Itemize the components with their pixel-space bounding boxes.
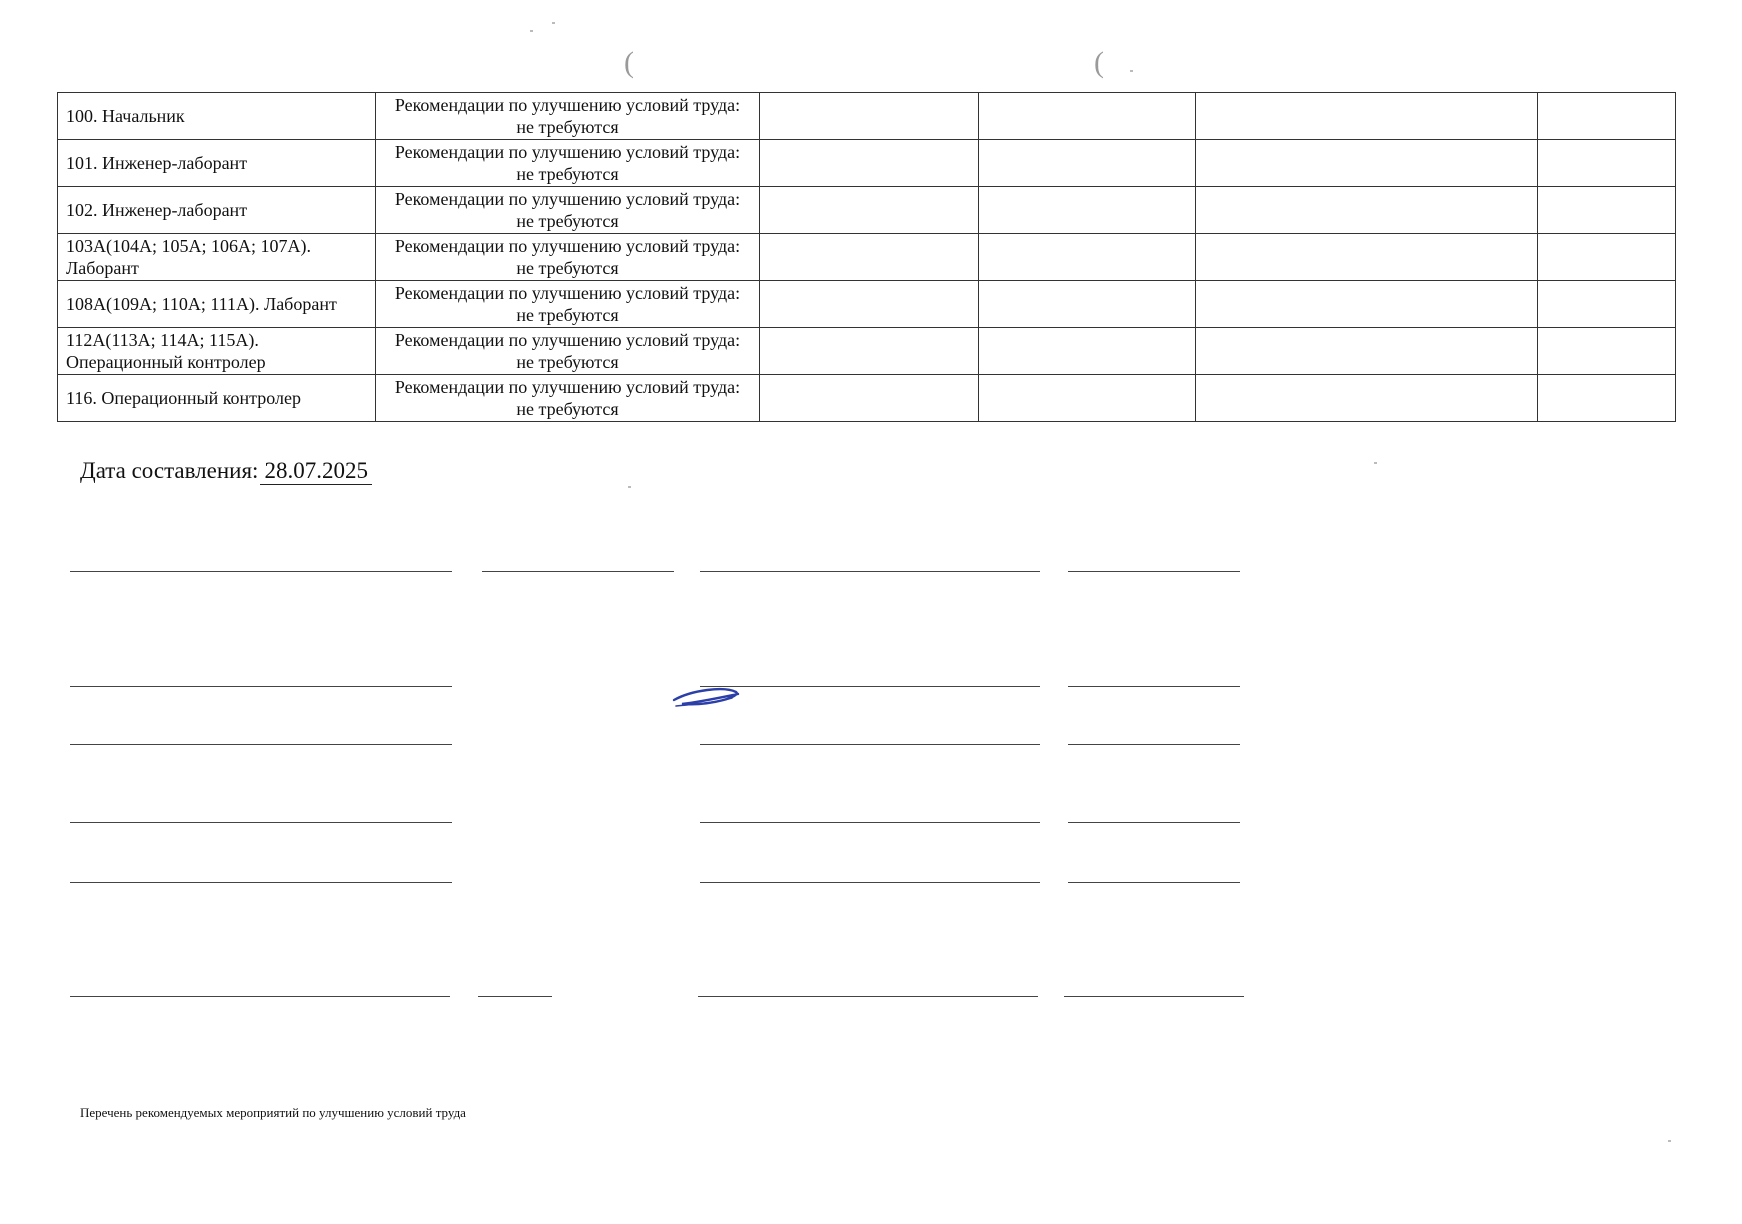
table-row — [58, 234, 1676, 281]
recommendation-cell: Рекомендации по улучшению условий труда: не требуются — [376, 375, 760, 422]
empty-cell — [979, 281, 1196, 328]
signature-line — [478, 996, 552, 997]
table-row — [58, 93, 1676, 140]
signature-line — [1068, 882, 1240, 883]
scan-artifact-right: ( — [1094, 46, 1104, 79]
handwritten-signature — [672, 684, 744, 712]
empty-cell — [1196, 140, 1538, 187]
empty-cell — [979, 93, 1196, 140]
empty-cell — [979, 328, 1196, 375]
signature-line — [1068, 571, 1240, 572]
position-cell: 108А(109А; 110А; 111А). Лаборант — [58, 281, 376, 328]
empty-cell — [1196, 281, 1538, 328]
compilation-date — [80, 458, 372, 485]
recommendations-table-body — [58, 93, 1676, 422]
compilation-date-value: 28.07.2025 — [260, 458, 372, 485]
signature-line — [700, 822, 1040, 823]
empty-cell — [760, 93, 979, 140]
position-cell: 102. Инженер-лаборант — [58, 187, 376, 234]
position-cell: 103А(104А; 105А; 106А; 107А). Лаборант — [58, 234, 376, 281]
scan-artifact-left: ( — [624, 46, 634, 79]
position-cell: 101. Инженер-лаборант — [58, 140, 376, 187]
scan-speck — [1130, 70, 1133, 72]
empty-cell — [1538, 281, 1676, 328]
signature-line — [700, 571, 1040, 572]
signature-line — [70, 686, 452, 687]
empty-cell — [979, 375, 1196, 422]
empty-cell — [1538, 234, 1676, 281]
signature-line — [70, 882, 452, 883]
empty-cell — [1196, 375, 1538, 422]
empty-cell — [760, 140, 979, 187]
recommendation-cell: Рекомендации по улучшению условий труда: не требуются — [376, 187, 760, 234]
scan-speck — [552, 22, 555, 24]
table-row — [58, 140, 1676, 187]
signature-line — [700, 882, 1040, 883]
signature-line — [700, 744, 1040, 745]
empty-cell — [1196, 93, 1538, 140]
signature-line — [70, 822, 452, 823]
empty-cell — [760, 281, 979, 328]
recommendation-cell: Рекомендации по улучшению условий труда: не требуются — [376, 140, 760, 187]
footer-title: Перечень рекомендуемых мероприятий по улучшению условий труда — [80, 1105, 466, 1120]
signature-line — [1064, 996, 1244, 997]
signature-line — [700, 686, 1040, 687]
empty-cell — [1538, 187, 1676, 234]
empty-cell — [760, 328, 979, 375]
empty-cell — [979, 140, 1196, 187]
empty-cell — [1196, 234, 1538, 281]
empty-cell — [1538, 140, 1676, 187]
empty-cell — [1538, 328, 1676, 375]
position-cell: 116. Операционный контролер — [58, 375, 376, 422]
empty-cell — [979, 187, 1196, 234]
recommendation-cell: Рекомендации по улучшению условий труда: не требуются — [376, 93, 760, 140]
signature-line — [70, 571, 452, 572]
signature-line — [70, 996, 450, 997]
signature-line — [482, 571, 674, 572]
position-cell: 100. Начальник — [58, 93, 376, 140]
scan-speck — [530, 30, 533, 32]
recommendation-cell: Рекомендации по улучшению условий труда: не требуются — [376, 281, 760, 328]
scan-speck — [628, 486, 631, 488]
empty-cell — [1196, 187, 1538, 234]
signature-line — [698, 996, 1038, 997]
empty-cell — [760, 375, 979, 422]
recommendation-cell: Рекомендации по улучшению условий труда: не требуются — [376, 328, 760, 375]
empty-cell — [1196, 328, 1538, 375]
signature-line — [1068, 686, 1240, 687]
empty-cell — [1538, 375, 1676, 422]
recommendations-table — [57, 92, 1676, 422]
table-row — [58, 328, 1676, 375]
empty-cell — [979, 234, 1196, 281]
table-row — [58, 187, 1676, 234]
position-cell: 112А(113А; 114А; 115А). Операционный контролер — [58, 328, 376, 375]
empty-cell — [1538, 93, 1676, 140]
empty-cell — [760, 234, 979, 281]
table-row — [58, 281, 1676, 328]
signature-line — [70, 744, 452, 745]
scan-speck — [1374, 462, 1377, 464]
signature-line — [1068, 822, 1240, 823]
table-row — [58, 375, 1676, 422]
recommendation-cell: Рекомендации по улучшению условий труда: не требуются — [376, 234, 760, 281]
signature-line — [1068, 744, 1240, 745]
empty-cell — [760, 187, 979, 234]
scan-speck — [1668, 1140, 1671, 1142]
compilation-date-label: Дата составления: — [80, 458, 259, 483]
